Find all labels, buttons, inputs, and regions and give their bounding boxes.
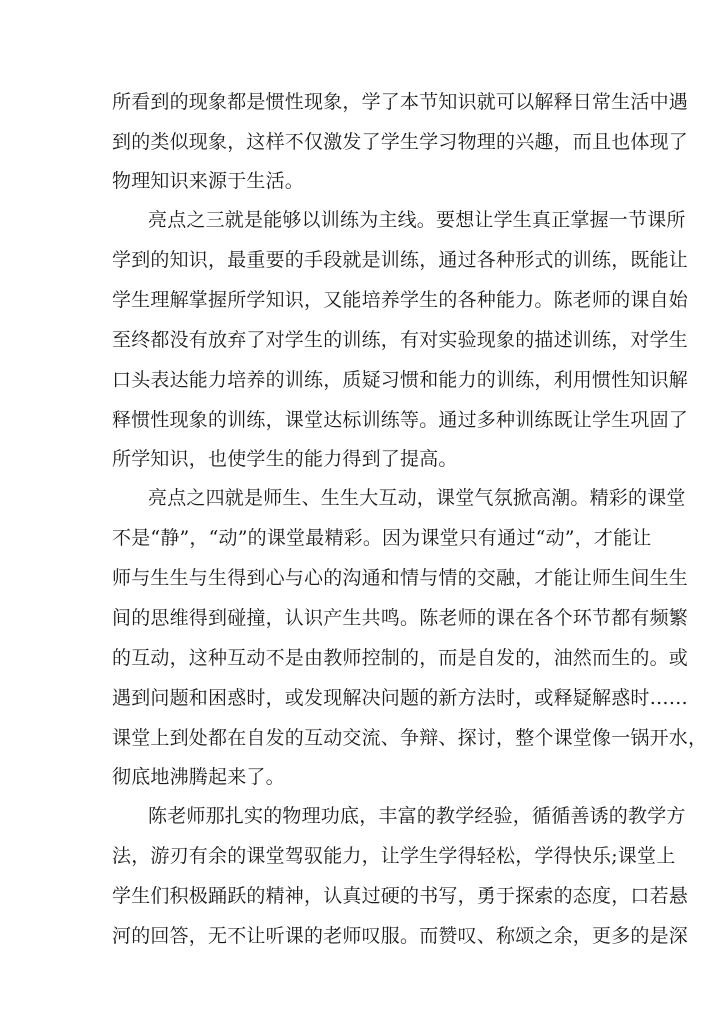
text-line: 师与生生与生得到心与心的沟通和情与情的交融，才能让师生间生生 (112, 567, 689, 589)
text-line: 到的类似现象，这样不仅激发了学生学习物理的兴趣，而且也体现了 (112, 131, 689, 153)
text-line: 口头表达能力培养的训练，质疑习惯和能力的训练，利用惯性知识解 (112, 369, 689, 391)
text-line: 释惯性现象的训练，课堂达标训练等。通过多种训练既让学生巩固了 (112, 409, 689, 431)
text-line: 的互动，这种互动不是由教师控制的，而是自发的，油然而生的。或 (112, 647, 689, 669)
text-line: 课堂上到处都在自发的互动交流、争辩、探讨，整个课堂像一锅开水， (112, 727, 708, 749)
text-line: 学到的知识，最重要的手段就是训练，通过各种形式的训练，既能让 (112, 249, 689, 271)
text-line: 彻底地沸腾起来了。 (112, 766, 285, 788)
paragraph-start-line: 亮点之三就是能够以训练为主线。要想让学生真正掌握一节课所 (148, 209, 686, 231)
text-line: 河的回答，无不让听课的老师叹服。而赞叹、称颂之余，更多的是深 (112, 925, 689, 947)
text-line: 所学知识，也使学生的能力得到了提高。 (112, 448, 458, 470)
text-line: 所看到的现象都是惯性现象，学了本节知识就可以解释日常生活中遇 (112, 91, 689, 113)
paragraph-start-line: 亮点之四就是师生、生生大互动，课堂气氛掀高潮。精彩的课堂 (148, 487, 686, 509)
text-line: 学生们积极踊跃的精神，认真过硬的书写，勇于探索的态度，口若悬 (112, 885, 689, 907)
text-line: 物理知识来源于生活。 (112, 170, 305, 192)
text-line: 遇到问题和困惑时，或发现解决问题的新方法时，或释疑解惑时…… (112, 687, 689, 709)
text-line: 学生理解掌握所学知识，又能培养学生的各种能力。陈老师的课自始 (112, 289, 689, 311)
text-line: 法，游刃有余的课堂驾驭能力，让学生学得轻松，学得快乐;课堂上 (112, 845, 676, 867)
text-line: 间的思维得到碰撞，认识产生共鸣。陈老师的课在各个环节都有频繁 (112, 607, 689, 629)
text-line: 不是“静”，“动”的课堂最精彩。因为课堂只有通过“动”，才能让 (112, 527, 652, 549)
paragraph-start-line: 陈老师那扎实的物理功底，丰富的教学经验，循循善诱的教学方 (148, 805, 686, 827)
text-line: 至终都没有放弃了对学生的训练，有对实验现象的描述训练，对学生 (112, 329, 689, 351)
